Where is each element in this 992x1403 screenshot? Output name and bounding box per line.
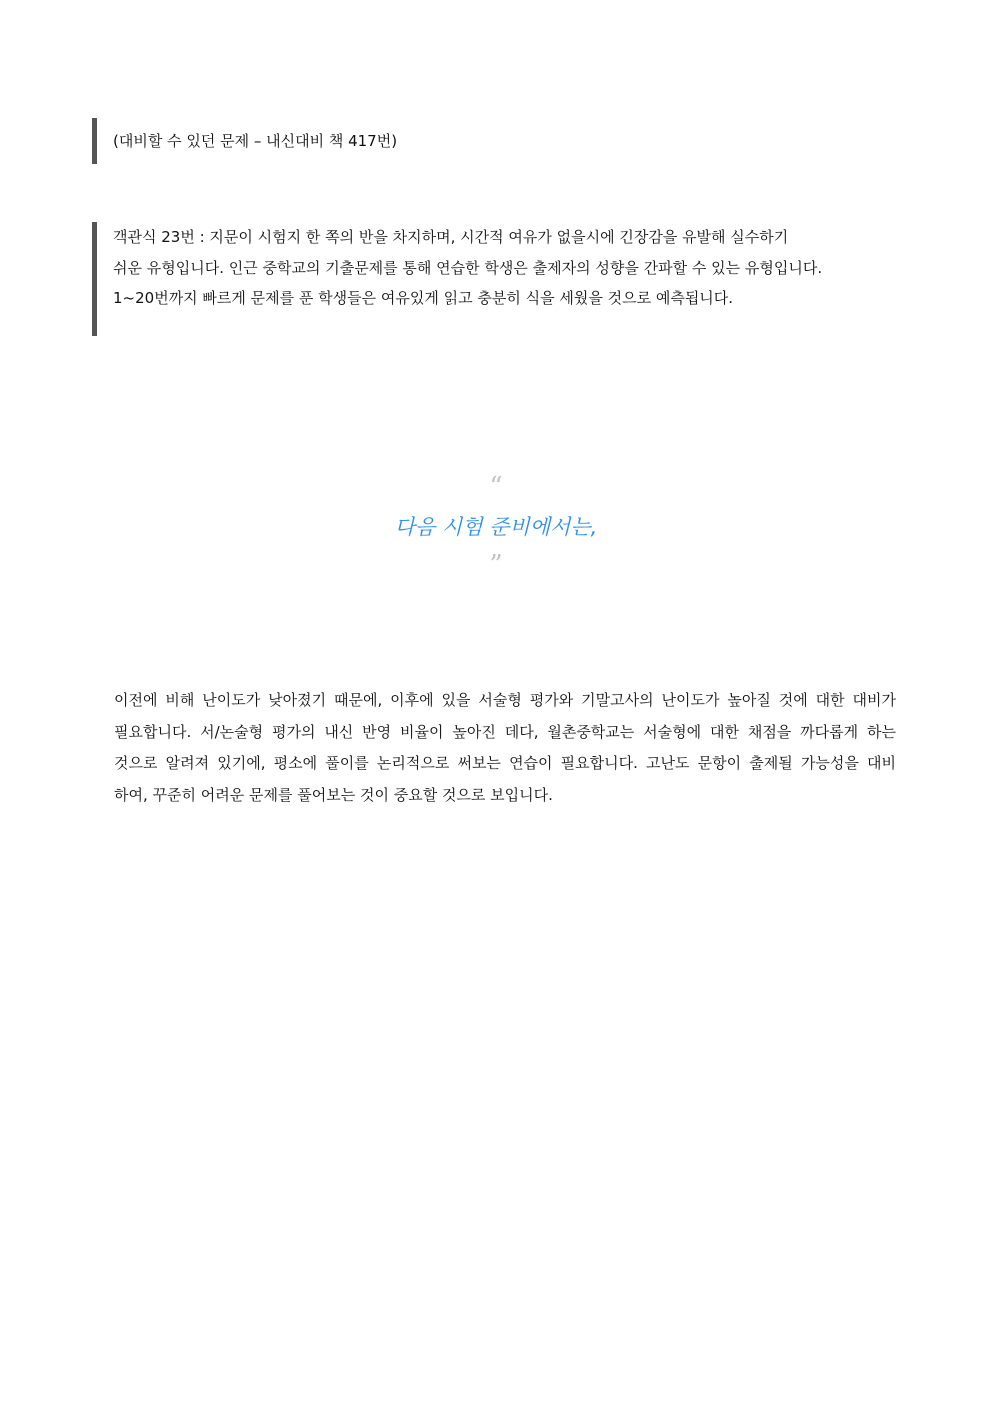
close-quote-icon: ” (489, 550, 503, 580)
analysis-line: 쉬운 유형입니다. 인근 중학교의 기출문제를 통해 연습한 학생은 출제자의 성향을 간파할 수 있는 유형입니다. (113, 258, 823, 277)
note-callout (92, 118, 397, 164)
conclusion-paragraph (114, 685, 896, 811)
analysis-line: 객관식 23번 : 지문이 시험지 한 쪽의 반을 차지하며, 시간적 여유가 없을시에 긴장감을 유발해 실수하기 (113, 228, 789, 246)
conclusion-line: 하여, 꾸준히 어려운 문제를 풀어보는 것이 중요할 것으로 보입니다. (114, 785, 553, 804)
note-text: (대비할 수 있던 문제 – 내신대비 책 417번) (113, 132, 398, 150)
quote-heading: 다음 시험 준비에서는, (394, 515, 598, 539)
analysis-line: 1~20번까지 빠르게 문제를 푼 학생들은 여유있게 읽고 충분히 식을 세웠을 것으로 예측됩니다. (113, 289, 734, 307)
analysis-callout (92, 222, 902, 336)
open-quote-icon: “ (489, 472, 503, 502)
conclusion-line: 이전에 비해 난이도가 낮아졌기 때문에, 이후에 있을 서술형 평가와 기말고사의 난이도가 높아질 것에 대한 대비가 (114, 691, 896, 709)
conclusion-line: 것으로 알려져 있기에, 평소에 풀이를 논리적으로 써보는 연습이 필요합니다. 고난도 문항이 출제될 가능성을 대비 (114, 754, 896, 772)
pull-quote (0, 474, 992, 578)
conclusion-line: 필요합니다. 서/논술형 평가의 내신 반영 비율이 높아진 데다, 월촌중학교는 서술형에 대한 채점을 까다롭게 하는 (114, 722, 896, 741)
